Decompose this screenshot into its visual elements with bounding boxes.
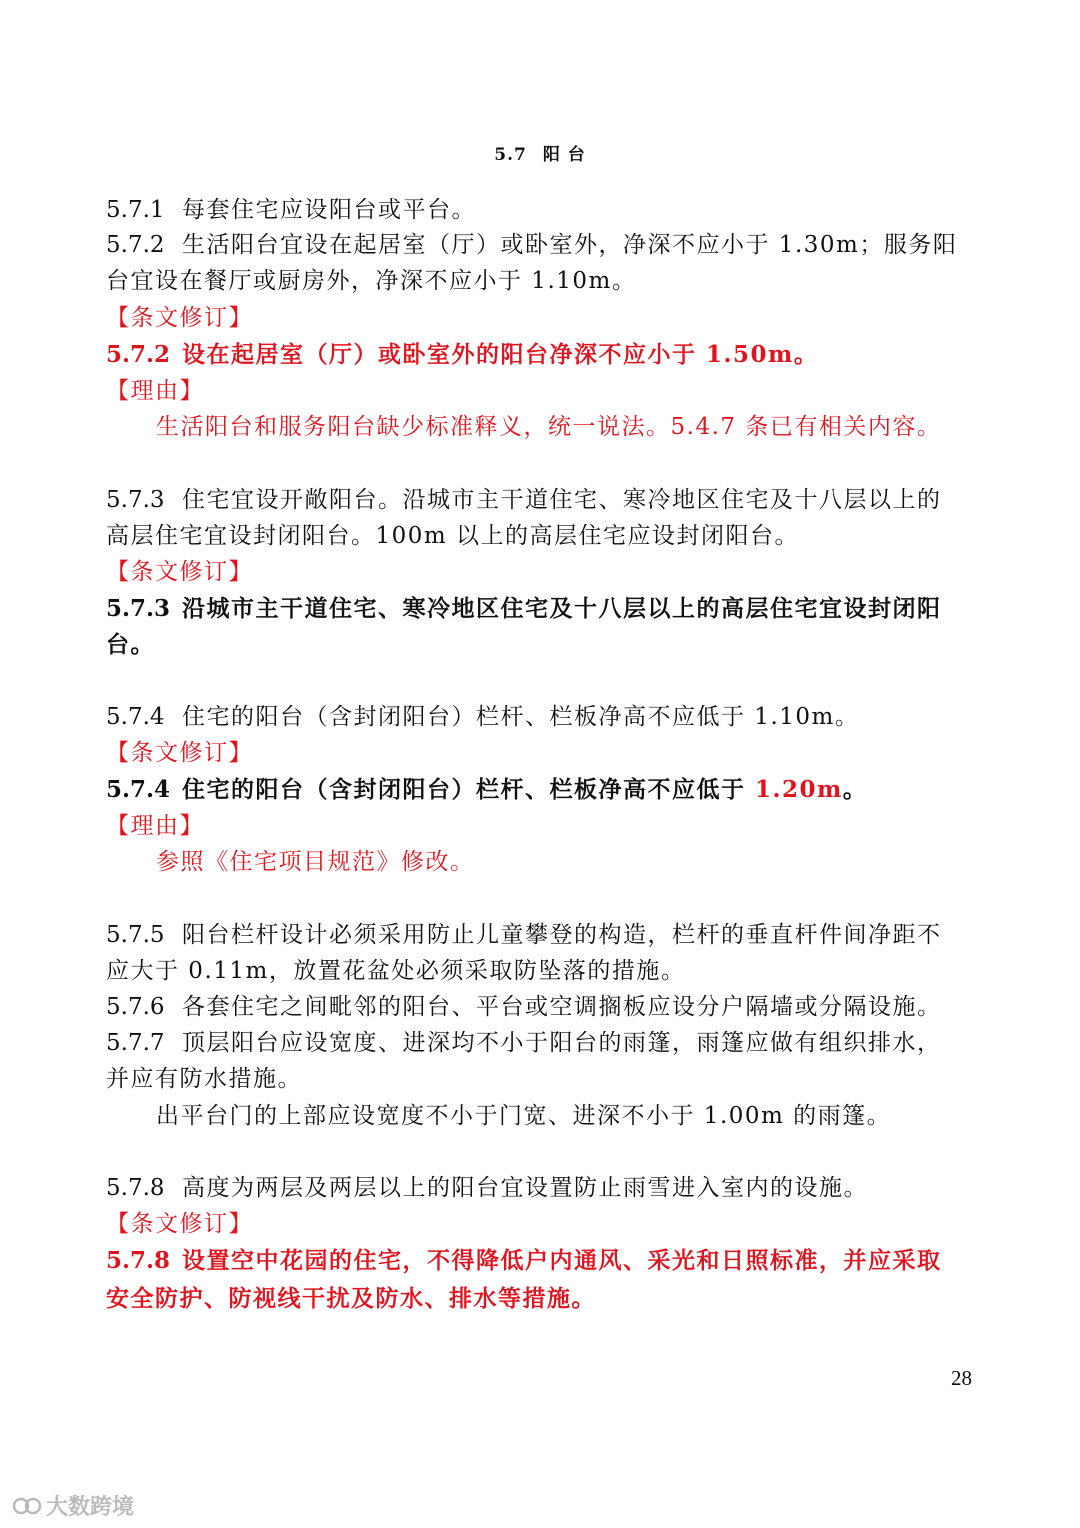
revision-5-7-3-cont: 台。: [106, 631, 155, 658]
revision-5-7-3: 5.7.3 沿城市主干道住宅、寒冷地区住宅及十八层以上的高层住宅宜设封闭阳: [106, 595, 942, 622]
reason-5-7-2: 生活阳台和服务阳台缺少标准释义，统一说法。5.4.7 条已有相关内容。: [156, 414, 942, 440]
clause-5-7-8: 5.7.8 高度为两层及两层以上的阳台宜设置防止雨雪进入室内的设施。: [106, 1175, 868, 1201]
clause-5-7-7-para2: 出平台门的上部应设宽度不小于门宽、进深不小于 1.00m 的雨篷。: [156, 1103, 892, 1129]
reason-label: 【理由】: [106, 813, 204, 839]
revision-label: 【条文修订】: [106, 559, 253, 585]
revision-label: 【条文修订】: [106, 1211, 253, 1237]
revision-5-7-8: 5.7.8 设置空中花园的住宅，不得降低户内通风、采光和日照标准，并应采取: [106, 1247, 942, 1274]
clause-5-7-3: 5.7.3 住宅宜设开敞阳台。沿城市主干道住宅、寒冷地区住宅及十八层以上的: [106, 487, 942, 513]
revision-5-7-8-cont: 安全防护、防视线干扰及防水、排水等措施。: [106, 1285, 596, 1312]
clause-5-7-3-cont: 高层住宅宜设封闭阳台。100m 以上的高层住宅应设封闭阳台。: [106, 523, 800, 549]
watermark: [12, 1490, 134, 1521]
section-title: [0, 140, 1080, 165]
section-number: 5.7: [494, 145, 527, 165]
section-heading: 阳 台: [542, 145, 586, 165]
clause-5-7-7-cont: 并应有防水措施。: [106, 1066, 302, 1092]
clause-5-7-5-cont: 应大于 0.11m，放置花盆处必须采取防坠落的措施。: [106, 958, 686, 984]
reason-5-7-4: 参照《住宅项目规范》修改。: [156, 849, 475, 875]
clause-5-7-6: 5.7.6 各套住宅之间毗邻的阳台、平台或空调搁板应设分户隔墙或分隔设施。: [106, 994, 942, 1020]
revision-label: 【条文修订】: [106, 305, 253, 331]
revised-value: 1.20m: [755, 776, 843, 803]
revision-label: 【条文修订】: [106, 740, 253, 766]
clause-5-7-7: 5.7.7 顶层阳台应设宽度、进深均不小于阳台的雨篷，雨篷应做有组织排水，: [106, 1030, 942, 1056]
reason-label: 【理由】: [106, 378, 204, 404]
clause-5-7-2-cont: 台宜设在餐厅或厨房外，净深不应小于 1.10m。: [106, 268, 637, 294]
revision-5-7-2: 5.7.2 设在起居室（厅）或卧室外的阳台净深不应小于 1.50m。: [106, 341, 819, 368]
clause-5-7-2: 5.7.2 生活阳台宜设在起居室（厅）或卧室外，净深不应小于 1.30m；服务阳: [106, 232, 958, 258]
watermark-logo-icon: [12, 1495, 42, 1517]
revision-5-7-4: 5.7.4 住宅的阳台（含封闭阳台）栏杆、栏板净高不应低于 1.20m。: [106, 776, 868, 803]
clause-5-7-5: 5.7.5 阳台栏杆设计必须采用防止儿童攀登的构造，栏杆的垂直杆件间净距不: [106, 922, 942, 948]
clause-5-7-1: 5.7.1 每套住宅应设阳台或平台。: [106, 197, 476, 223]
page-number: 28: [951, 1366, 972, 1390]
clause-5-7-4: 5.7.4 住宅的阳台（含封闭阳台）栏杆、栏板净高不应低于 1.10m。: [106, 704, 860, 730]
watermark-text: 大数跨境: [46, 1495, 135, 1520]
